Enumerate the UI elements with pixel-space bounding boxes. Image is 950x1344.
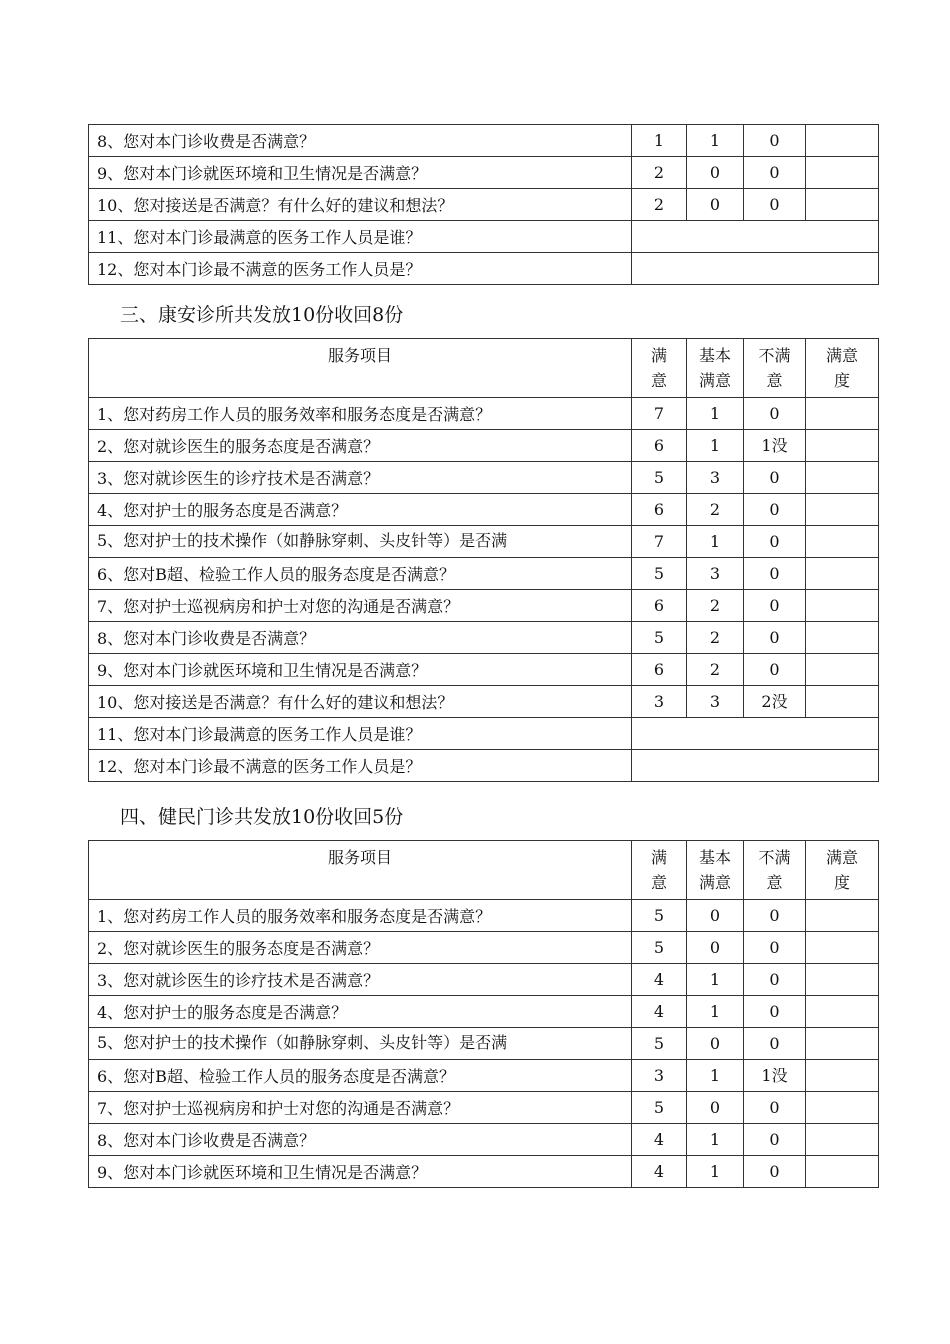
dissatisfied-count: 0 [744, 996, 806, 1028]
table-row [89, 900, 879, 932]
dissatisfied-count: 0 [744, 125, 806, 157]
table-row [89, 253, 879, 285]
satisfaction-rate [806, 996, 879, 1028]
service-item: 9、您对本门诊就医环境和卫生情况是否满意？ [89, 157, 632, 189]
basically-satisfied-count: 0 [687, 189, 744, 221]
satisfied-count: 4 [632, 996, 687, 1028]
satisfaction-rate [806, 430, 879, 462]
satisfaction-rate [806, 494, 879, 526]
header-satisfaction-rate: 满意 度 [806, 339, 879, 398]
service-item: 6、您对B超、检验工作人员的服务态度是否满意？ [89, 1060, 632, 1092]
basically-satisfied-count: 1 [687, 964, 744, 996]
satisfaction-rate [806, 622, 879, 654]
dissatisfied-count: 0 [744, 1124, 806, 1156]
basically-satisfied-count: 1 [687, 398, 744, 430]
satisfied-count: 6 [632, 590, 687, 622]
header-satisfaction-rate: 满意 度 [806, 841, 879, 900]
basically-satisfied-count: 2 [687, 494, 744, 526]
satisfaction-rate [806, 590, 879, 622]
header-dissatisfied: 不满 意 [744, 841, 806, 900]
satisfied-count: 5 [632, 622, 687, 654]
service-item: 2、您对就诊医生的服务态度是否满意？ [89, 932, 632, 964]
service-item: 11、您对本门诊最满意的医务工作人员是谁？ [89, 718, 632, 750]
satisfaction-rate [806, 558, 879, 590]
table-row [89, 654, 879, 686]
basically-satisfied-count: 1 [687, 996, 744, 1028]
service-item: 8、您对本门诊收费是否满意？ [89, 622, 632, 654]
table-row [89, 1156, 879, 1188]
service-item: 1、您对药房工作人员的服务效率和服务态度是否满意？ [89, 398, 632, 430]
satisfied-count: 7 [632, 526, 687, 558]
dissatisfied-count: 0 [744, 558, 806, 590]
satisfied-count: 6 [632, 494, 687, 526]
service-item: 4、您对护士的服务态度是否满意？ [89, 996, 632, 1028]
table-row [89, 189, 879, 221]
satisfied-count: 1 [632, 125, 687, 157]
basically-satisfied-count: 0 [687, 1028, 744, 1060]
survey-table-jianmin [88, 840, 879, 1188]
table-row [89, 494, 879, 526]
service-item: 3、您对就诊医生的诊疗技术是否满意？ [89, 462, 632, 494]
answer-cell [632, 718, 879, 750]
basically-satisfied-count: 1 [687, 1060, 744, 1092]
service-item: 6、您对B超、检验工作人员的服务态度是否满意？ [89, 558, 632, 590]
table-row [89, 1028, 879, 1060]
dissatisfied-count: 0 [744, 900, 806, 932]
dissatisfied-count: 1没 [744, 1060, 806, 1092]
dissatisfied-count: 1没 [744, 430, 806, 462]
dissatisfied-count: 0 [744, 1028, 806, 1060]
table-row [89, 462, 879, 494]
satisfied-count: 5 [632, 558, 687, 590]
basically-satisfied-count: 3 [687, 462, 744, 494]
satisfaction-rate [806, 654, 879, 686]
basically-satisfied-count: 2 [687, 654, 744, 686]
header-service-item: 服务项目 [89, 339, 632, 398]
table-row [89, 996, 879, 1028]
service-item: 12、您对本门诊最不满意的医务工作人员是？ [89, 253, 632, 285]
answer-cell [632, 253, 879, 285]
satisfaction-rate [806, 1156, 879, 1188]
table-row [89, 1092, 879, 1124]
table-row [89, 1060, 879, 1092]
header-satisfied: 满 意 [632, 339, 687, 398]
satisfaction-rate [806, 462, 879, 494]
dissatisfied-count: 0 [744, 1092, 806, 1124]
satisfied-count: 4 [632, 964, 687, 996]
satisfied-count: 5 [632, 932, 687, 964]
service-item: 2、您对就诊医生的服务态度是否满意？ [89, 430, 632, 462]
table-row [89, 622, 879, 654]
satisfied-count: 5 [632, 1092, 687, 1124]
satisfaction-rate [806, 1092, 879, 1124]
basically-satisfied-count: 3 [687, 686, 744, 718]
table-row [89, 932, 879, 964]
dissatisfied-count: 0 [744, 964, 806, 996]
header-basically-satisfied: 基本 满意 [687, 841, 744, 900]
table-row [89, 686, 879, 718]
table-row [89, 590, 879, 622]
table-row [89, 1124, 879, 1156]
service-item: 5、您对护士的技术操作（如静脉穿刺、头皮针等）是否满 [89, 526, 632, 558]
dissatisfied-count: 0 [744, 932, 806, 964]
service-item: 11、您对本门诊最满意的医务工作人员是谁？ [89, 221, 632, 253]
dissatisfied-count: 0 [744, 654, 806, 686]
satisfied-count: 4 [632, 1156, 687, 1188]
satisfied-count: 2 [632, 157, 687, 189]
dissatisfied-count: 0 [744, 590, 806, 622]
dissatisfied-count: 0 [744, 494, 806, 526]
service-item: 9、您对本门诊就医环境和卫生情况是否满意？ [89, 1156, 632, 1188]
service-item: 10、您对接送是否满意？有什么好的建议和想法？ [89, 686, 632, 718]
satisfaction-rate [806, 686, 879, 718]
dissatisfied-count: 0 [744, 189, 806, 221]
basically-satisfied-count: 1 [687, 125, 744, 157]
service-item: 5、您对护士的技术操作（如静脉穿刺、头皮针等）是否满 [89, 1028, 632, 1060]
satisfied-count: 3 [632, 686, 687, 718]
basically-satisfied-count: 1 [687, 430, 744, 462]
section-title-jianmin: 四、健民门诊共发放10份收回5份 [120, 806, 404, 828]
satisfaction-rate [806, 189, 879, 221]
service-item: 7、您对护士巡视病房和护士对您的沟通是否满意？ [89, 590, 632, 622]
header-dissatisfied: 不满 意 [744, 339, 806, 398]
dissatisfied-count: 0 [744, 398, 806, 430]
answer-cell [632, 221, 879, 253]
basically-satisfied-count: 0 [687, 1092, 744, 1124]
basically-satisfied-count: 0 [687, 900, 744, 932]
satisfaction-rate [806, 900, 879, 932]
service-item: 1、您对药房工作人员的服务效率和服务态度是否满意？ [89, 900, 632, 932]
service-item: 8、您对本门诊收费是否满意？ [89, 125, 632, 157]
basically-satisfied-count: 1 [687, 526, 744, 558]
service-item: 4、您对护士的服务态度是否满意？ [89, 494, 632, 526]
satisfied-count: 6 [632, 654, 687, 686]
satisfied-count: 4 [632, 1124, 687, 1156]
satisfaction-rate [806, 1028, 879, 1060]
header-satisfied: 满 意 [632, 841, 687, 900]
satisfied-count: 7 [632, 398, 687, 430]
satisfied-count: 6 [632, 430, 687, 462]
survey-table-continued [88, 124, 879, 285]
basically-satisfied-count: 3 [687, 558, 744, 590]
table-row [89, 964, 879, 996]
section-title-kangan: 三、康安诊所共发放10份收回8份 [120, 304, 404, 326]
satisfied-count: 5 [632, 900, 687, 932]
basically-satisfied-count: 2 [687, 590, 744, 622]
basically-satisfied-count: 0 [687, 157, 744, 189]
dissatisfied-count: 0 [744, 526, 806, 558]
dissatisfied-count: 0 [744, 1156, 806, 1188]
satisfied-count: 5 [632, 1028, 687, 1060]
table-row [89, 430, 879, 462]
service-item: 9、您对本门诊就医环境和卫生情况是否满意？ [89, 654, 632, 686]
dissatisfied-count: 2没 [744, 686, 806, 718]
service-item: 3、您对就诊医生的诊疗技术是否满意？ [89, 964, 632, 996]
basically-satisfied-count: 0 [687, 932, 744, 964]
table-row [89, 718, 879, 750]
header-service-item: 服务项目 [89, 841, 632, 900]
table-header-row [89, 339, 879, 398]
satisfied-count: 2 [632, 189, 687, 221]
table-row [89, 558, 879, 590]
dissatisfied-count: 0 [744, 462, 806, 494]
basically-satisfied-count: 2 [687, 622, 744, 654]
service-item: 12、您对本门诊最不满意的医务工作人员是？ [89, 750, 632, 782]
basically-satisfied-count: 1 [687, 1156, 744, 1188]
satisfied-count: 3 [632, 1060, 687, 1092]
satisfaction-rate [806, 157, 879, 189]
satisfaction-rate [806, 1124, 879, 1156]
dissatisfied-count: 0 [744, 157, 806, 189]
header-basically-satisfied: 基本 满意 [687, 339, 744, 398]
table-header-row [89, 841, 879, 900]
satisfaction-rate [806, 1060, 879, 1092]
table-row [89, 526, 879, 558]
satisfied-count: 5 [632, 462, 687, 494]
table-row [89, 221, 879, 253]
satisfaction-rate [806, 526, 879, 558]
table-row [89, 750, 879, 782]
service-item: 7、您对护士巡视病房和护士对您的沟通是否满意？ [89, 1092, 632, 1124]
satisfaction-rate [806, 398, 879, 430]
answer-cell [632, 750, 879, 782]
service-item: 10、您对接送是否满意？有什么好的建议和想法？ [89, 189, 632, 221]
dissatisfied-count: 0 [744, 622, 806, 654]
satisfaction-rate [806, 125, 879, 157]
table-row [89, 398, 879, 430]
satisfaction-rate [806, 964, 879, 996]
satisfaction-rate [806, 932, 879, 964]
basically-satisfied-count: 1 [687, 1124, 744, 1156]
service-item: 8、您对本门诊收费是否满意？ [89, 1124, 632, 1156]
table-row [89, 157, 879, 189]
survey-table-kangan [88, 338, 879, 782]
table-row [89, 125, 879, 157]
